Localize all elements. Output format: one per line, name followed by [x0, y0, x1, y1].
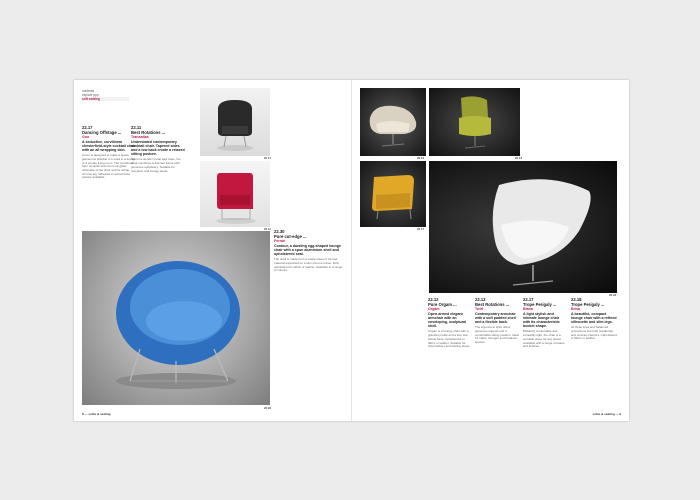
- photo-dark-armchair: [200, 88, 270, 156]
- product-code: 22.13: [475, 297, 486, 302]
- product-block-2: [131, 126, 185, 173]
- product-code: 22.30: [274, 229, 285, 234]
- product-code: 22.18: [571, 297, 582, 302]
- footer-right: sofas & seating — 9: [592, 412, 621, 416]
- beige-lounge-chair-illustration: [360, 88, 426, 156]
- olive-armchair-illustration: [429, 88, 520, 156]
- product-block-4: [428, 298, 472, 349]
- nav-item-contents[interactable]: contents: [82, 89, 95, 93]
- blue-egg-chair-illustration: [82, 231, 270, 405]
- product-lead: Understated contemporary cocktail chair. Tapered sides and a low back create a relaxed sitting posture.: [131, 139, 185, 157]
- product-designer: Orgam: [428, 307, 440, 312]
- product-description: The shell is made from a single sheet of formed material supported on a slim chrome frame. Fully upholstered in fabric or leather. Available in a range of colours.: [274, 257, 343, 273]
- product-block-1: [82, 126, 136, 180]
- product-name: Dancing Offstage ...: [82, 129, 122, 135]
- product-designer: Ferrari: [274, 239, 286, 244]
- product-description: Set on a slender metal sled base, the chair combines a discreet frame with generous upholstery. Suitable for reception and lounge areas.: [131, 157, 181, 173]
- white-lounge-chair-illustration: [429, 161, 617, 293]
- product-name: Trope Perigaly ...: [571, 301, 605, 307]
- photo-blue-egg-chair: [82, 231, 270, 405]
- product-name: Best Rotations ...: [131, 129, 166, 135]
- nav-item-soft-seating[interactable]: soft seating: [82, 97, 100, 101]
- product-code: 22.17: [523, 297, 534, 302]
- product-designer: Brisa: [571, 307, 580, 312]
- product-code: 22.12: [428, 297, 439, 302]
- photo-red-armchair: [200, 161, 270, 227]
- product-block-3: [274, 230, 344, 273]
- photo-white-lounge-chair: [429, 161, 617, 293]
- product-lead: A seductive, curvilinear chesterfield-style cocktail chair with an all wrapping skin.: [82, 139, 136, 152]
- product-name: Pure Orgam ...: [428, 301, 457, 307]
- product-description: Cover is designed to make a space glamorous whether it is used in a lounge or a private living room. The curvilinear form complements the hour-glass silhouette of the chair and its subtle chrome leg. Wheeled or swivel base options available.: [82, 153, 136, 180]
- photo-caption: 22.18: [609, 293, 616, 297]
- photo-beige-lounge-chair: [360, 88, 426, 156]
- product-lead: Open-armed elegant armchair with an enveloping, sculptural shell.: [428, 311, 467, 329]
- page-gutter: [351, 80, 352, 421]
- product-lead: A light stylish and intimate lounge chair with its characteristic bucket shape.: [523, 311, 560, 329]
- catalogue-spread: [74, 80, 629, 421]
- red-armchair-illustration: [200, 161, 270, 227]
- product-lead: A beautiful, compact lounge chair with a refined silhouette and slim legs.: [571, 311, 617, 324]
- yellow-armchair-illustration: [360, 161, 426, 227]
- product-block-7: [571, 298, 617, 341]
- product-description: The ergonomic shell offers generous support and a comfortable sitting position. Ideal for cafes, lounges and breakout spaces.: [475, 325, 519, 345]
- product-code: 22.17: [82, 125, 93, 130]
- product-designer: Twirl: [475, 307, 484, 312]
- photo-caption: 22.17: [417, 227, 424, 231]
- product-description: Its clean lines and balanced proportions suit both residential and contract interiors. Upholstered in fabric or leather.: [571, 325, 617, 341]
- product-lead: Contemporary armchair with a soft padded shell and a flexible back.: [475, 311, 516, 324]
- dark-armchair-illustration: [200, 88, 270, 156]
- product-description: Orgam is a lounge chair with a graceful profile and a four star swivel base. Upholstered in fabric or leather. Suitable for hotel lobbies and waiting areas.: [428, 329, 471, 349]
- product-name: Best Rotations ...: [475, 301, 510, 307]
- nav-item-explore[interactable]: explore ppp: [82, 93, 99, 97]
- product-block-5: [475, 298, 519, 345]
- photo-caption: 22.17: [264, 156, 271, 160]
- photo-caption: 22.30: [264, 406, 271, 410]
- photo-caption: 22.12: [417, 156, 424, 160]
- product-name: Pure cut-edge ...: [274, 233, 307, 239]
- photo-caption: 22.13: [515, 156, 522, 160]
- product-name: Trope Perigaly ...: [523, 301, 557, 307]
- photo-caption: 22.11: [264, 227, 271, 231]
- product-designer: Goo: [82, 135, 90, 140]
- product-description: Brilliantly comfortable and incredibly light, the chair is a versatile piece for any space. Available with a range of bases and finishes.: [523, 329, 565, 349]
- photo-olive-armchair: [429, 88, 520, 156]
- product-designer: Blana: [523, 307, 533, 312]
- footer-left: 8 — sofas & seating: [82, 412, 111, 416]
- product-block-6: [523, 298, 567, 349]
- product-code: 22.11: [131, 125, 142, 130]
- product-designer: Transatlas: [131, 135, 149, 140]
- photo-yellow-armchair: [360, 161, 426, 227]
- product-lead: Contour, a dazzling egg-shaped lounge chair with a spun aluminium shell and upholstered seat.: [274, 243, 341, 256]
